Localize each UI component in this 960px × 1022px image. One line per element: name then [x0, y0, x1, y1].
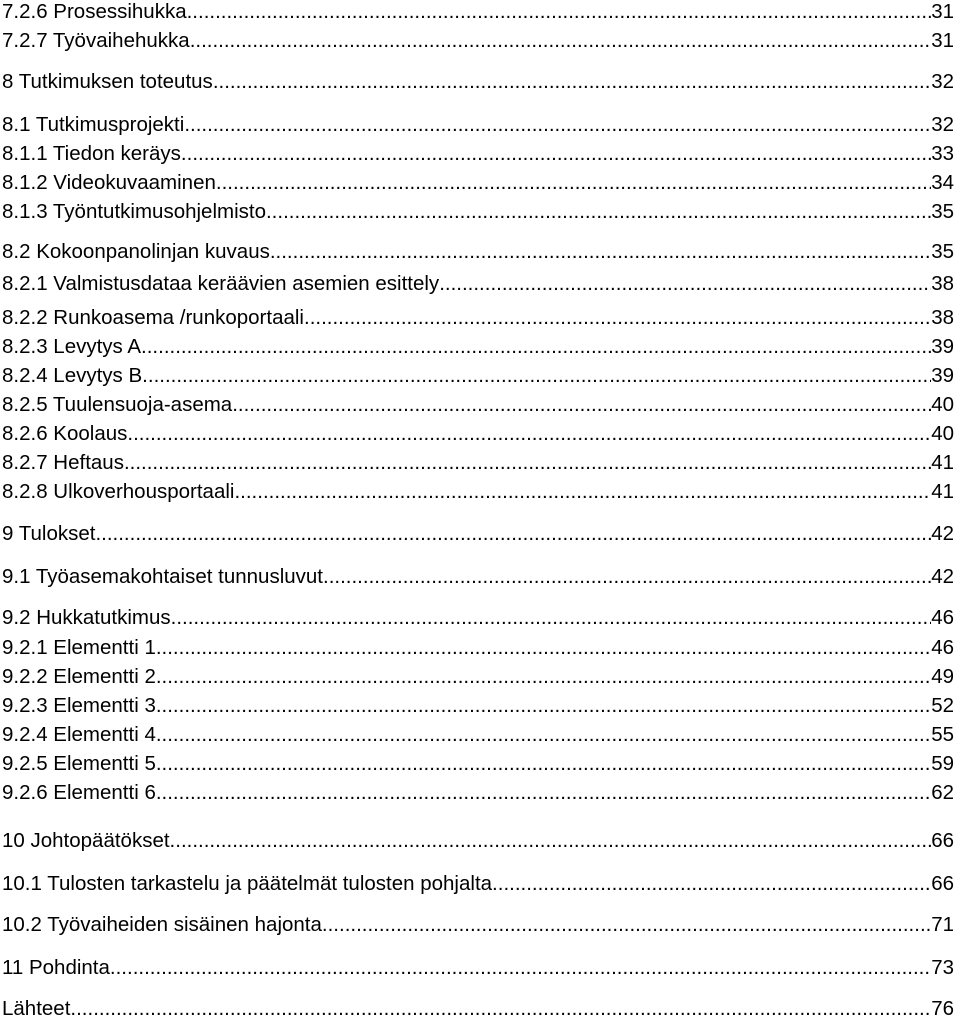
- toc-entry-label: 10 Johtopäätökset: [2, 829, 170, 852]
- toc-page-number: 66: [931, 829, 954, 852]
- toc-entry-label: 9.2.2 Elementti 2: [2, 665, 156, 688]
- dot-leader: [156, 723, 931, 747]
- toc-entry: [2, 665, 954, 689]
- toc-entry: [2, 636, 954, 660]
- toc-entry: [2, 422, 954, 446]
- toc-entry-label: 8.1.2 Videokuvaaminen: [2, 171, 216, 194]
- toc-entry-label: 8.2.2 Runkoasema /runkoportaali: [2, 306, 304, 329]
- toc-page-number: 55: [931, 723, 954, 746]
- dot-leader: [187, 0, 932, 24]
- toc-entry: [2, 451, 954, 475]
- toc-entry: [2, 565, 954, 589]
- toc-entry: [2, 113, 954, 137]
- toc-page-number: 33: [931, 142, 954, 165]
- toc-entry: [2, 752, 954, 776]
- toc-entry: [2, 0, 954, 24]
- dot-leader: [190, 29, 932, 53]
- dot-leader: [124, 451, 931, 475]
- dot-leader: [156, 752, 931, 776]
- dot-leader: [142, 364, 931, 388]
- dot-leader: [439, 272, 931, 296]
- toc-entry: [2, 200, 954, 224]
- toc-page-number: 38: [931, 272, 954, 295]
- toc-page-number: 42: [931, 522, 954, 545]
- toc-page-number: 41: [931, 480, 954, 503]
- toc-entry-label: Lähteet: [2, 997, 71, 1020]
- toc-page-number: 38: [931, 306, 954, 329]
- toc-entry-label: 7.2.7 Työvaihehukka: [2, 29, 190, 52]
- toc-entry-label: 8.2.4 Levytys B: [2, 364, 143, 387]
- toc-entry: [2, 480, 954, 504]
- toc-page-number: 66: [931, 872, 954, 895]
- toc-entry: [2, 872, 954, 896]
- toc-entry-label: 8.2 Kokoonpanolinjan kuvaus: [2, 240, 270, 263]
- toc-page-number: 31: [931, 0, 954, 23]
- dot-leader: [322, 913, 931, 937]
- toc-page-number: 41: [931, 451, 954, 474]
- toc-page-number: 49: [931, 665, 954, 688]
- dot-leader: [304, 306, 931, 330]
- dot-leader: [323, 565, 931, 589]
- dot-leader: [110, 956, 931, 980]
- toc-entry-label: 8.1 Tutkimusprojekti: [2, 113, 185, 136]
- toc-page-number: 40: [931, 422, 954, 445]
- toc-entry-label: 10.1 Tulosten tarkastelu ja päätelmät tulosten pohjalta: [2, 872, 493, 895]
- toc-entry-label: 7.2.6 Prosessihukka: [2, 0, 187, 23]
- toc-entry: [2, 306, 954, 330]
- toc-entry-label: 9.2.5 Elementti 5: [2, 752, 156, 775]
- toc-page-number: 62: [931, 781, 954, 804]
- toc-entry: [2, 997, 954, 1021]
- dot-leader: [156, 781, 931, 805]
- toc-entry-label: 8.1.1 Tiedon keräys: [2, 142, 181, 165]
- dot-leader: [234, 480, 931, 504]
- toc-page-number: 35: [931, 240, 954, 263]
- dot-leader: [141, 335, 931, 359]
- toc-entry: [2, 29, 954, 53]
- toc-entry: [2, 829, 954, 853]
- toc-page-number: 32: [931, 70, 954, 93]
- dot-leader: [156, 694, 931, 718]
- dot-leader: [270, 240, 931, 264]
- toc-page-number: 46: [931, 636, 954, 659]
- toc-entry: [2, 781, 954, 805]
- toc-entry-label: 9.2.4 Elementti 4: [2, 723, 156, 746]
- toc-entry-label: 8.2.7 Heftaus: [2, 451, 124, 474]
- toc-entry: [2, 522, 954, 546]
- toc-entry: [2, 70, 954, 94]
- toc-entry: [2, 335, 954, 359]
- toc-page-number: 52: [931, 694, 954, 717]
- toc-entry: [2, 364, 954, 388]
- toc-page-number: 76: [931, 997, 954, 1020]
- dot-leader: [156, 636, 931, 660]
- toc-entry: [2, 606, 954, 630]
- toc-entry-label: 10.2 Työvaiheiden sisäinen hajonta: [2, 913, 322, 936]
- toc-entry: [2, 171, 954, 195]
- dot-leader: [171, 606, 932, 630]
- dot-leader: [184, 113, 931, 137]
- toc-entry-label: 9.2.6 Elementti 6: [2, 781, 156, 804]
- dot-leader: [95, 522, 931, 546]
- toc-entry-label: 11 Pohdinta: [2, 956, 110, 979]
- toc-page-number: 39: [931, 335, 954, 358]
- toc-page-number: 42: [931, 565, 954, 588]
- toc-entry-label: 8.2.5 Tuulensuoja-asema: [2, 393, 233, 416]
- toc-page-number: 71: [931, 913, 954, 936]
- toc-entry-label: 8.2.8 Ulkoverhousportaali: [2, 480, 235, 503]
- dot-leader: [127, 422, 931, 446]
- toc-page-number: 34: [931, 171, 954, 194]
- dot-leader: [213, 70, 931, 94]
- toc-entry: [2, 142, 954, 166]
- toc-entry-label: 8.2.1 Valmistusdataa keräävien asemien esittely: [2, 272, 440, 295]
- toc-entry-label: 9.2.1 Elementti 1: [2, 636, 156, 659]
- toc-page-number: 73: [931, 956, 954, 979]
- toc-entry-label: 9 Tulokset: [2, 522, 96, 545]
- toc-entry-label: 8.2.6 Koolaus: [2, 422, 128, 445]
- toc-entry-label: 8 Tutkimuksen toteutus: [2, 70, 213, 93]
- dot-leader: [181, 142, 931, 166]
- toc-entry: [2, 723, 954, 747]
- toc-page-number: 32: [931, 113, 954, 136]
- toc-entry: [2, 272, 954, 296]
- dot-leader: [492, 872, 931, 896]
- toc-page-number: 31: [931, 29, 954, 52]
- dot-leader: [156, 665, 931, 689]
- dot-leader: [70, 997, 931, 1021]
- toc-entry: [2, 240, 954, 264]
- toc-entry: [2, 956, 954, 980]
- toc-entry: [2, 694, 954, 718]
- toc-entry-label: 9.2 Hukkatutkimus: [2, 606, 171, 629]
- toc-entry: [2, 393, 954, 417]
- toc-page-number: 39: [931, 364, 954, 387]
- dot-leader: [266, 200, 931, 224]
- dot-leader: [216, 171, 931, 195]
- toc-entry-label: 9.1 Työasemakohtaiset tunnusluvut: [2, 565, 323, 588]
- dot-leader: [170, 829, 932, 853]
- toc-page-number: 59: [931, 752, 954, 775]
- toc-page-number: 46: [931, 606, 954, 629]
- toc-page-number: 40: [931, 393, 954, 416]
- toc-page-number: 35: [931, 200, 954, 223]
- toc-entry-label: 9.2.3 Elementti 3: [2, 694, 156, 717]
- dot-leader: [232, 393, 931, 417]
- toc-entry: [2, 913, 954, 937]
- toc-entry-label: 8.1.3 Työntutkimusohjelmisto: [2, 200, 266, 223]
- toc-entry-label: 8.2.3 Levytys A: [2, 335, 142, 358]
